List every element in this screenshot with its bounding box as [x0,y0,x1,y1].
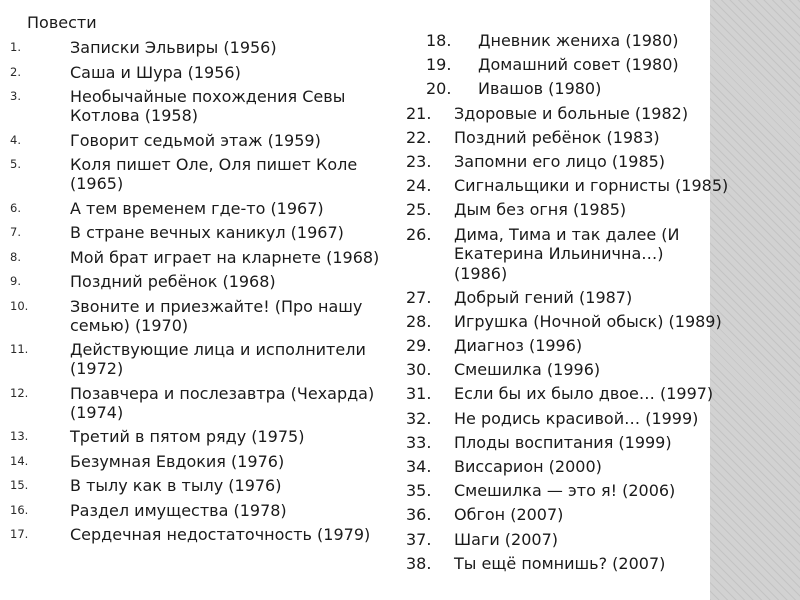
item-number: 32. [406,408,432,428]
item-number: 17. [10,527,29,541]
decorative-stripe [710,0,800,600]
list-item [406,288,716,308]
item-title: Позавчера и послезавтра (Чехарда) (1974) [70,383,375,422]
item-title: Действующие лица и исполнители (1972) [70,340,366,378]
item-title: Сигнальщики и горнисты (1985) [454,176,729,196]
item-number: 6. [10,200,21,215]
list-item [8,501,400,520]
item-title: Дневник жениха (1980) [478,31,679,50]
item-title: Сердечная недостаточность (1979) [70,525,371,544]
list-item [406,200,716,220]
list-item [8,384,400,422]
item-title: Безумная Евдокия (1976) [70,451,285,471]
list-item [8,340,400,378]
item-number: 33. [406,432,432,452]
item-number: 9. [10,274,21,288]
list-heading: Повести [27,13,97,32]
item-title: Саша и Шура (1956) [70,62,241,82]
item-number: 15. [10,478,29,492]
item-number: 7. [10,225,21,239]
list-item [406,176,729,196]
item-number: 1. [10,40,21,54]
list-item [406,225,716,284]
item-title: Не родись красивой… (1999) [454,408,699,428]
list-item [406,104,716,124]
item-number: 38. [406,553,432,573]
item-number: 4. [10,132,21,147]
item-title: Смешилка (1996) [454,360,601,380]
item-number: 14. [10,453,29,468]
item-title: Здоровые и больные (1982) [454,103,689,123]
item-number: 18. [426,31,452,50]
list-item [406,311,722,332]
list-item [8,452,400,471]
item-number: 25. [406,200,432,220]
list-item [406,530,716,550]
item-title: Виссарион (2000) [454,457,602,476]
list-item [8,272,400,291]
item-title: Запомни его лицо (1985) [454,151,666,171]
item-title: Ты ещё помнишь? (2007) [454,553,666,573]
item-title: Смешилка — это я! (2006) [454,481,676,501]
item-number: 10. [10,298,29,313]
item-title: Плоды воспитания (1999) [454,432,672,452]
right-column-list [406,31,729,578]
list-item [8,155,400,193]
item-title: Поздний ребёнок (1968) [70,272,276,291]
list-item [8,525,400,544]
list-item [8,131,400,150]
list-item [406,481,716,501]
item-title: Говорит седьмой этаж (1959) [70,130,321,150]
item-title: Третий в пятом ряду (1975) [70,427,305,446]
item-number: 22. [406,127,432,147]
list-item [406,505,716,525]
item-title: Звоните и приезжайте! (Про нашу семью) (1970) [70,296,363,335]
item-title: Диагноз (1996) [454,336,583,356]
item-number: 13. [10,429,29,443]
item-number: 34. [406,457,432,476]
item-number: 19. [426,55,452,75]
item-title: Ивашов (1980) [478,79,602,99]
item-title: В тылу как в тылу (1976) [70,476,282,495]
item-number: 21. [406,103,432,123]
item-number: 36. [406,505,432,525]
item-title: Домашний совет (1980) [478,55,679,75]
item-title: Шаги (2007) [454,529,559,549]
list-item [8,427,400,446]
item-number: 23. [406,151,432,171]
item-title: Дима, Тима и так далее (И Екатерина Ильинична…)(1986) [454,224,680,283]
item-title: Если бы их было двое… (1997) [454,384,714,404]
list-item [8,87,400,125]
list-item [406,128,716,148]
list-item [406,336,716,356]
item-number: 3. [10,89,21,103]
item-number: 20. [426,79,452,99]
item-number: 27. [406,287,432,307]
item-number: 28. [406,311,432,331]
list-item [406,409,716,429]
item-number: 12. [10,385,29,400]
item-title: Мой брат играет на кларнете (1968) [70,247,380,267]
list-item [406,31,716,51]
item-title: Игрушка (Ночной обыск) (1989) [454,311,722,331]
item-title: Добрый гений (1987) [454,287,633,307]
list-item [406,384,716,404]
item-title: Обгон (2007) [454,505,564,525]
list-item [406,433,716,453]
item-title: Записки Эльвиры (1956) [70,38,277,57]
list-item [8,199,400,218]
list-item [8,38,400,57]
item-number: 8. [10,249,21,264]
list-item [406,360,716,380]
list-item [8,248,400,267]
item-number: 31. [406,384,432,404]
item-title: Раздел имущества (1978) [70,500,287,520]
item-number: 16. [10,502,29,517]
item-title: Необычайные похождения Севы Котлова (1958) [70,87,346,125]
list-item [406,152,716,172]
item-title: А тем временем где-то (1967) [70,198,324,218]
item-number: 11. [10,342,29,356]
list-item [406,79,716,99]
item-title: Дым без огня (1985) [454,200,627,220]
item-number: 37. [406,529,432,549]
list-item [406,457,716,477]
item-number: 29. [406,336,432,356]
list-item [406,55,716,75]
item-number: 35. [406,481,432,501]
item-number: 30. [406,360,432,380]
left-column-list [8,38,400,550]
item-number: 5. [10,157,21,171]
list-item [8,223,400,242]
list-item [8,297,400,335]
list-item [406,554,716,574]
list-item [8,63,400,82]
item-title: Поздний ребёнок (1983) [454,127,660,147]
item-number: 24. [406,176,432,196]
item-title: В стране вечных каникул (1967) [70,223,344,242]
item-number: 2. [10,64,21,79]
item-number: 26. [406,224,432,244]
list-item [8,476,400,495]
item-title: Коля пишет Оле, Оля пишет Коле (1965) [70,155,358,193]
